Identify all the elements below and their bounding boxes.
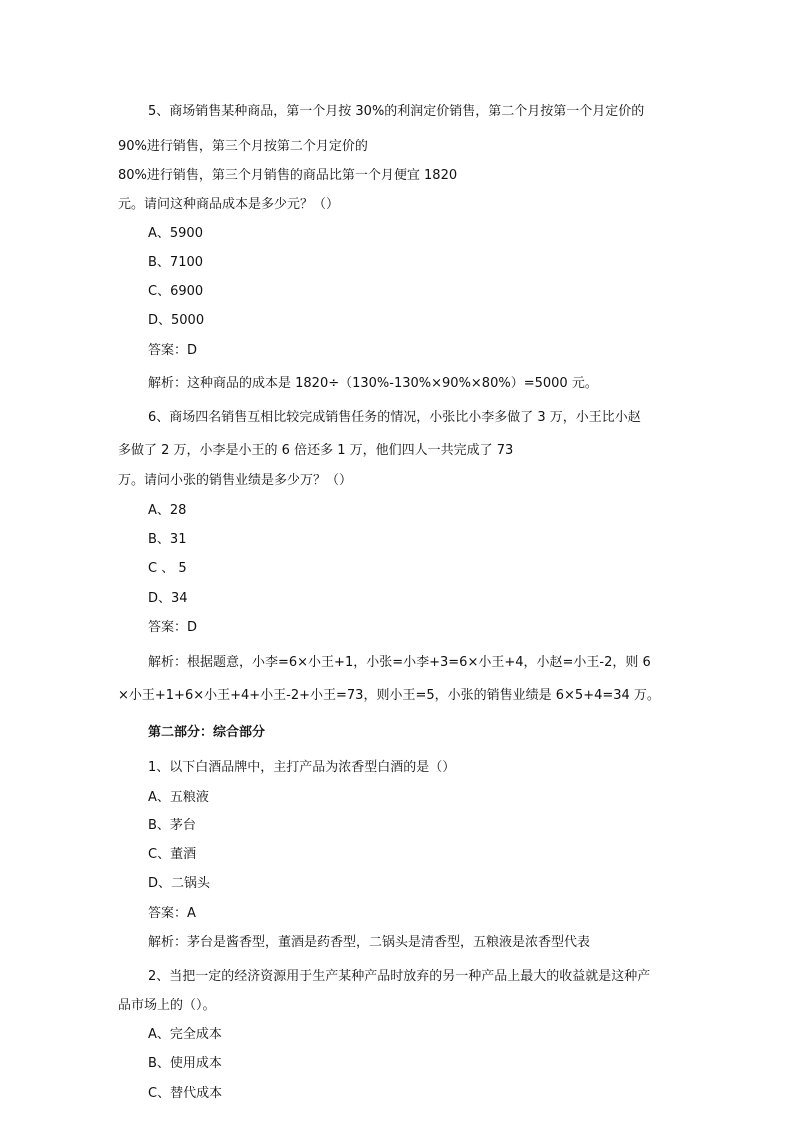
question-6-option-b: B、31	[148, 532, 187, 547]
question-6-stem-line-3: 万。请问小张的销售业绩是多少万？（）	[118, 473, 353, 488]
section-heading: 第二部分：综合部分	[148, 725, 266, 740]
question-5-option-d: D、5000	[148, 313, 205, 328]
question-6-explanation-line-1: 解析：根据题意，小李=6×小王+1，小张=小李+3=6×小王+4，小赵=小王-2，则 6	[148, 655, 651, 670]
part2-question-2-stem-line-1: 2、当把一定的经济资源用于生产某种产品时放弃的另一种产品上最大的收益就是这种产	[148, 969, 651, 984]
question-5-stem-line-1: 5、商场销售某种商品，第一个月按 30%的利润定价销售，第二个月按第一个月定价的	[148, 104, 645, 119]
question-5-option-b: B、7100	[148, 255, 204, 270]
part2-question-2-option-c: C、替代成本	[148, 1086, 223, 1101]
part2-question-1-option-b: B、茅台	[148, 818, 196, 833]
question-6-option-a: A、28	[148, 503, 187, 518]
part2-question-1-option-d: D、二锅头	[148, 876, 211, 891]
question-5-option-a: A、5900	[148, 226, 203, 241]
part2-question-1-answer: 答案：A	[148, 906, 196, 921]
part2-question-2-option-a: A、完全成本	[148, 1027, 222, 1042]
part2-question-1-explanation: 解析：茅台是酱香型，董酒是药香型，二锅头是清香型，五粮液是浓香型代表	[148, 935, 591, 950]
part2-question-1-option-a: A、五粮液	[148, 790, 209, 805]
part2-question-1-stem: 1、以下白酒品牌中，主打产品为浓香型白酒的是（）	[148, 760, 456, 775]
question-6-stem-line-2: 多做了 2 万，小李是小王的 6 倍还多 1 万，他们四人一共完成了 73	[118, 443, 514, 458]
part2-question-2-stem-line-2: 品市场上的（）。	[118, 998, 216, 1013]
question-6-explanation-line-2: ×小王+1+6×小王+4+小王-2+小王=73，则小王=5，小张的销售业绩是 6×5+4=34 万。	[118, 688, 660, 703]
question-6-stem-line-1: 6、商场四名销售互相比较完成销售任务的情况，小张比小李多做了 3 万，小王比小赵	[148, 410, 641, 425]
question-6-option-c: C 、 5	[148, 561, 187, 576]
question-5-explanation: 解析：这种商品的成本是 1820÷（130%-130%×90%×80%）=5000 元。	[148, 376, 598, 391]
question-5-stem-line-4: 元。请问这种商品成本是多少元？（）	[118, 197, 340, 212]
part2-question-2-option-b: B、使用成本	[148, 1056, 222, 1071]
question-6-answer: 答案：D	[148, 620, 198, 635]
question-5-stem-line-3: 80%进行销售，第三个月销售的商品比第一个月便宜 1820	[118, 168, 458, 183]
question-5-option-c: C、6900	[148, 284, 204, 299]
question-6-option-d: D、34	[148, 591, 188, 606]
question-5-answer: 答案：D	[148, 343, 198, 358]
part2-question-1-option-c: C、董酒	[148, 847, 197, 862]
question-5-stem-line-2: 90%进行销售，第三个月按第二个月定价的	[118, 139, 368, 154]
